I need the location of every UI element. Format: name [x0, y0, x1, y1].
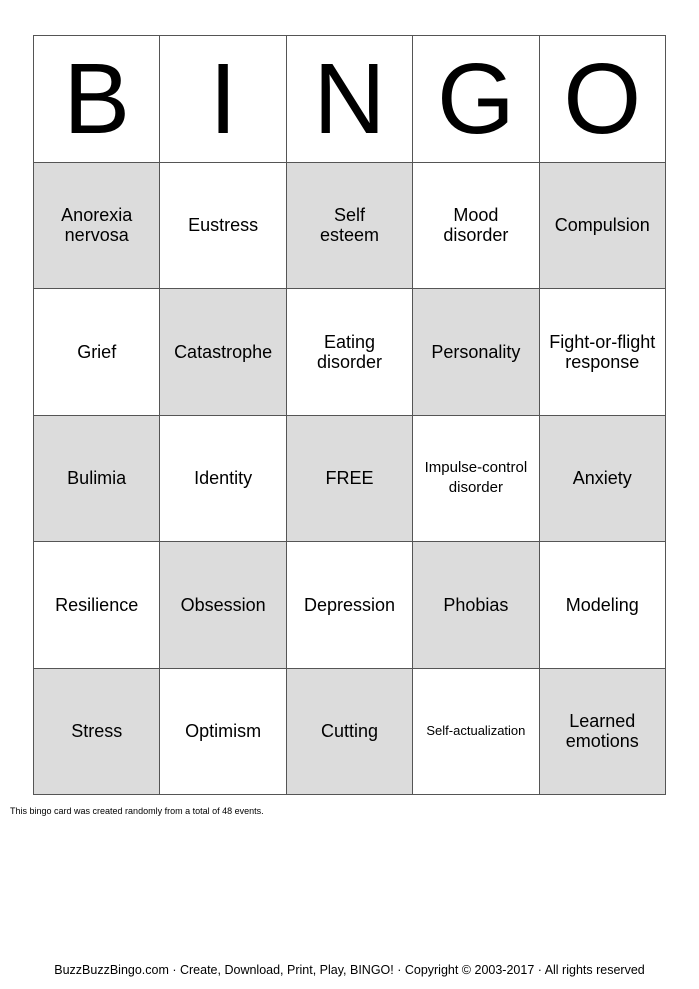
bingo-cell: Resilience [34, 542, 160, 669]
bingo-cell: Grief [34, 289, 160, 416]
header-letter-b: B [34, 36, 160, 163]
bingo-cell: Anxiety [540, 416, 666, 543]
bingo-cell: Eating disorder [287, 289, 413, 416]
bingo-cell: Self-actualization [413, 669, 539, 796]
header-letter-o: O [540, 36, 666, 163]
bingo-cell: Modeling [540, 542, 666, 669]
bingo-cell: Mood disorder [413, 163, 539, 290]
bingo-cell: Optimism [160, 669, 286, 796]
bingo-cell: Personality [413, 289, 539, 416]
bingo-cell: Learned emotions [540, 669, 666, 796]
bingo-cell: Eustress [160, 163, 286, 290]
bingo-cell: Stress [34, 669, 160, 796]
bingo-cell: Impulse-control disorder [413, 416, 539, 543]
bingo-cell: Obsession [160, 542, 286, 669]
bingo-cell: Bulimia [34, 416, 160, 543]
bingo-cell: Fight-or-flight response [540, 289, 666, 416]
bingo-cell: Depression [287, 542, 413, 669]
bingo-cell: Cutting [287, 669, 413, 796]
header-letter-n: N [287, 36, 413, 163]
copyright-footer: BuzzBuzzBingo.com · Create, Download, Print, Play, BINGO! · Copyright © 2003-2017 · All rights reserved [54, 963, 645, 977]
bingo-cell: Compulsion [540, 163, 666, 290]
header-letter-g: G [413, 36, 539, 163]
bingo-cell: Self esteem [287, 163, 413, 290]
free-space-cell: FREE [287, 416, 413, 543]
header-letter-i: I [160, 36, 286, 163]
card-footnote: This bingo card was created randomly from a total of 48 events. [10, 806, 264, 816]
bingo-card [33, 35, 666, 795]
bingo-cell: Catastrophe [160, 289, 286, 416]
bingo-cell: Phobias [413, 542, 539, 669]
bingo-cell: Identity [160, 416, 286, 543]
bingo-cell: Anorexia nervosa [34, 163, 160, 290]
